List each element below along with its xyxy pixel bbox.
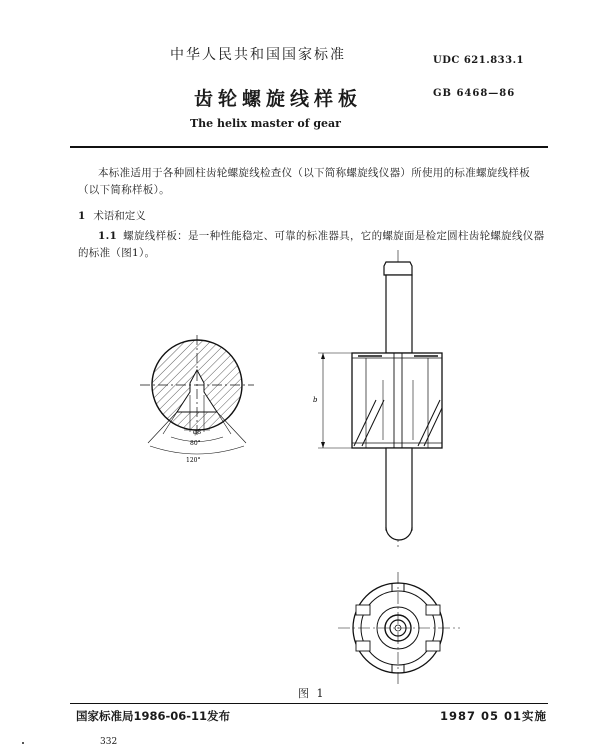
dim-120-label: 120° — [186, 457, 201, 464]
end-view — [338, 572, 460, 684]
clause-number: 1.1 — [98, 230, 118, 242]
clause-text: 螺旋线样板：是一种性能稳定、可靠的标准器具，它的螺旋面是检定圆柱齿轮螺旋线仪器的标准（图1）。 — [78, 230, 545, 259]
issue-date: 国家标准局1986-06-11发布 — [76, 709, 231, 723]
standard-org-title: 中华人民共和国国家标准 — [170, 47, 346, 63]
intro-paragraph: 本标准适用于各种圆柱齿轮螺旋线检查仪（以下简称螺旋线仪器）所使用的标准螺旋线样板（以下简称样板）。 — [78, 167, 530, 196]
gb-code: GB 6468—86 — [433, 88, 516, 99]
document-title: 齿轮螺旋线样板 — [194, 88, 363, 110]
dim-80-label: 80° — [190, 440, 201, 447]
dim-diameter-label: φ8 — [193, 429, 202, 436]
english-title: The helix master of gear — [190, 117, 341, 130]
dim-b-label: b — [313, 396, 318, 404]
figure-caption: 图 1 — [298, 687, 326, 700]
scan-speck — [22, 742, 24, 744]
section-number: 1 — [78, 210, 86, 222]
udc-code: UDC 621.833.1 — [433, 55, 525, 66]
cross-section-view — [140, 335, 254, 464]
footer-divider — [70, 703, 548, 704]
page-number: 332 — [100, 737, 118, 747]
effective-date: 1987 05 01实施 — [440, 709, 548, 723]
front-view — [313, 250, 442, 550]
section-title: 术语和定义 — [93, 210, 146, 222]
